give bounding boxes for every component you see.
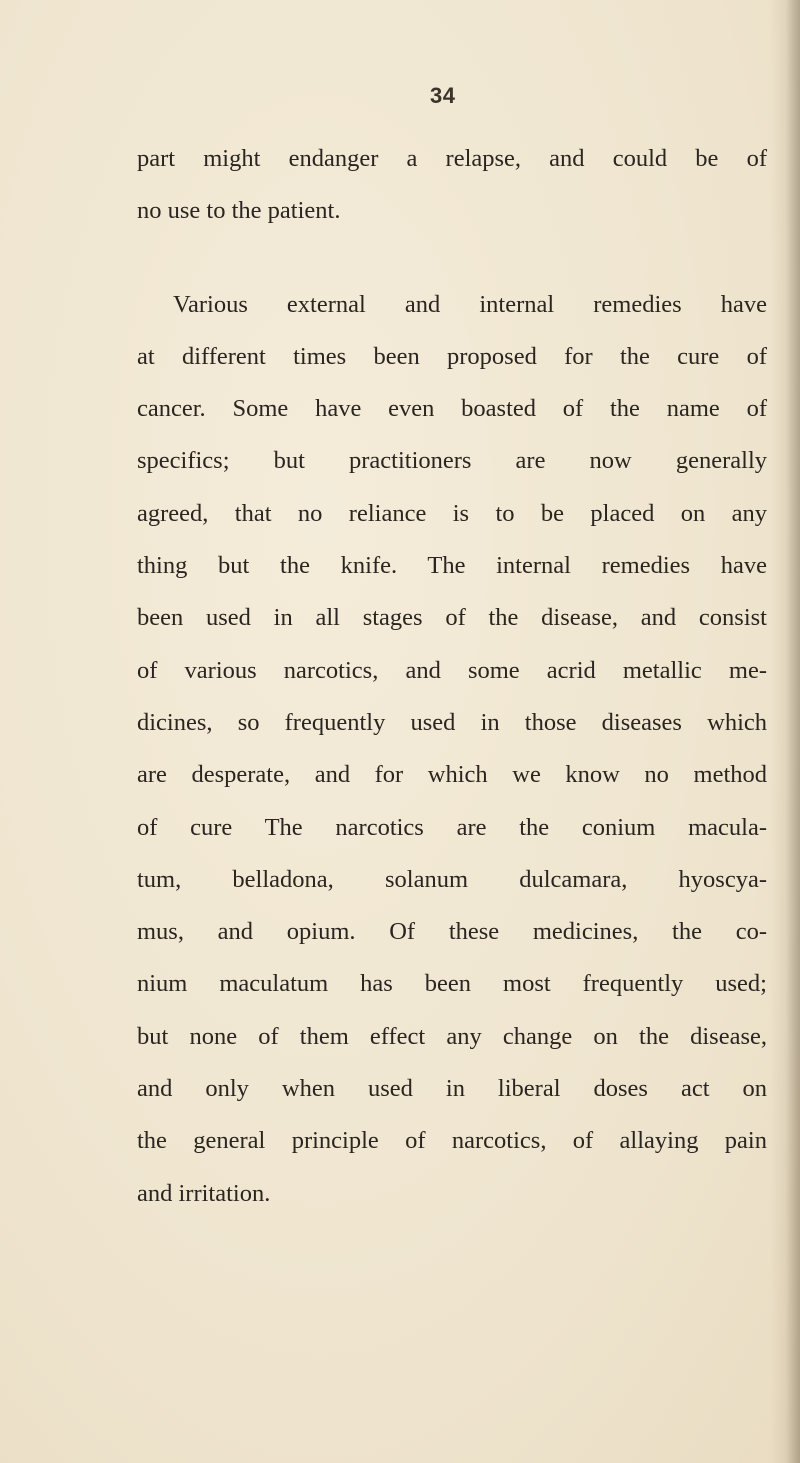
text-line: at different times been proposed for the cure of (137, 342, 767, 370)
text-line: and irritation. (137, 1179, 271, 1207)
paragraph-2 (137, 279, 767, 1220)
page-edge-shadow (786, 0, 800, 1463)
text-line: part might endanger a relapse, and could be of (137, 145, 767, 172)
paragraph-1 (137, 133, 767, 238)
text-line: mus, and opium. Of these medicines, the co- (137, 918, 767, 946)
text-line: tum, belladona, solanum dulcamara, hyoscya- (137, 865, 767, 893)
text-line: of various narcotics, and some acrid metallic me- (137, 656, 767, 684)
text-line: of cure The narcotics are the conium macula- (137, 813, 767, 841)
text-line: nium maculatum has been most frequently used; (137, 970, 767, 998)
body-text (137, 133, 767, 1220)
text-line: no use to the patient. (137, 197, 341, 225)
text-line: been used in all stages of the disease, and consist (137, 604, 767, 632)
text-line: cancer. Some have even boasted of the name of (137, 395, 767, 423)
paragraph-gap (137, 238, 767, 279)
text-line: and only when used in liberal doses act on (137, 1075, 767, 1103)
text-line: Various external and internal remedies have (173, 290, 767, 318)
text-line: specifics; but practitioners are now generally (137, 447, 767, 475)
text-line: but none of them effect any change on the disease, (137, 1022, 767, 1050)
text-line: the general principle of narcotics, of allaying pain (137, 1127, 767, 1155)
text-line: thing but the knife. The internal remedies have (137, 552, 767, 580)
text-line: agreed, that no reliance is to be placed on any (137, 499, 767, 527)
text-line: dicines, so frequently used in those diseases which (137, 708, 767, 736)
text-line: are desperate, and for which we know no method (137, 761, 767, 789)
page-number: 34 (430, 83, 456, 108)
